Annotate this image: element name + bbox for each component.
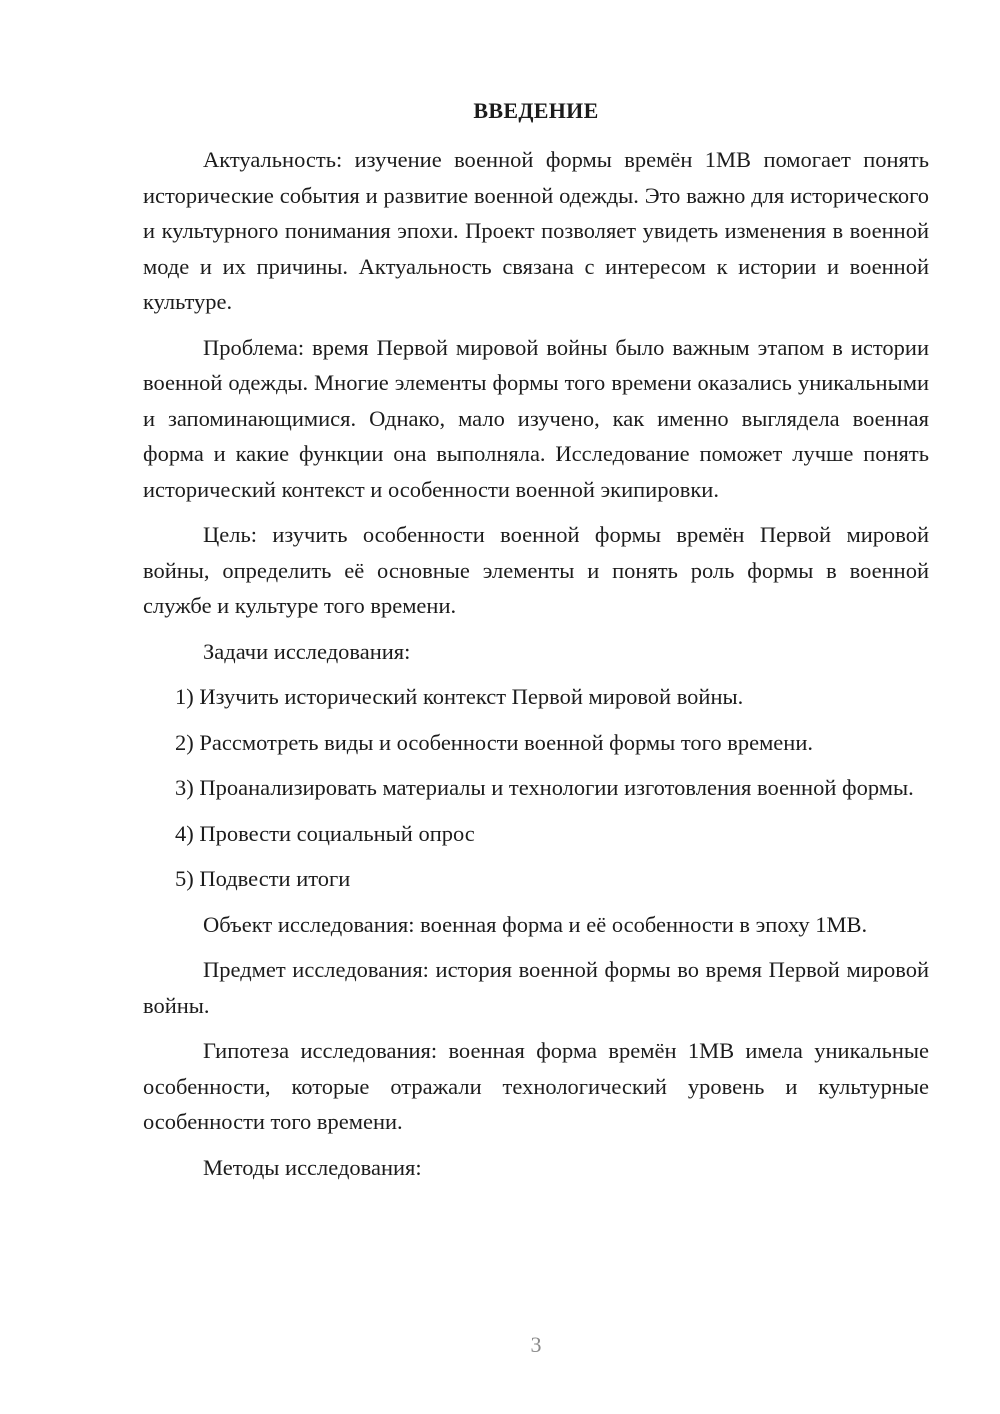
task-item: 4) Провести социальный опрос [175,820,475,846]
paragraph-subject: Предмет исследования: история военной формы во время Первой мировой войны. [143,957,929,1018]
section-title: ВВЕДЕНИЕ [473,98,599,123]
task-item: 2) Рассмотреть виды и особенности военной формы того времени. [175,729,813,755]
paragraph-methods: Методы исследования: [203,1154,422,1180]
paragraph-relevance: Актуальность: изучение военной формы времён 1МВ помогает понять исторические события и развитие военной одежды. Это важно для исторического и культурного понимания эпохи. Проект позволяет увидеть изменения в военной моде и их причины. Актуальность связана с интересом к истории и военной культуре. [143,147,929,314]
task-item: 1) Изучить исторический контекст Первой мировой войны. [175,684,744,709]
page-number: 3 [530,1332,542,1357]
paragraph-problem: Проблема: время Первой мировой войны было важным этапом в истории военной одежды. Многие элементы формы того времени оказались уникальными и запоминающимися. Однако, мало изучено, как именно выглядела военная форма и какие функции она выполняла. Исследование поможет лучше понять исторический контекст и особенности военной экипировки. [143,334,929,502]
task-item: 3) Проанализировать материалы и технологии изготовления военной формы. [175,775,914,800]
paragraph-goal: Цель: изучить особенности военной формы времён Первой мировой войны, определить её основные элементы и понять роль формы в военной службе и культуре того времени. [143,522,929,618]
tasks-heading: Задачи исследования: [203,638,411,664]
document-body [143,142,929,1185]
task-item: 5) Подвести итоги [175,866,351,891]
paragraph-object: Объект исследования: военная форма и её особенности в эпоху 1МВ. [203,911,868,937]
paragraph-hypothesis: Гипотеза исследования: военная форма времён 1МВ имела уникальные особенности, которые отражали технологический уровень и культурные особенности того времени. [143,1038,929,1134]
